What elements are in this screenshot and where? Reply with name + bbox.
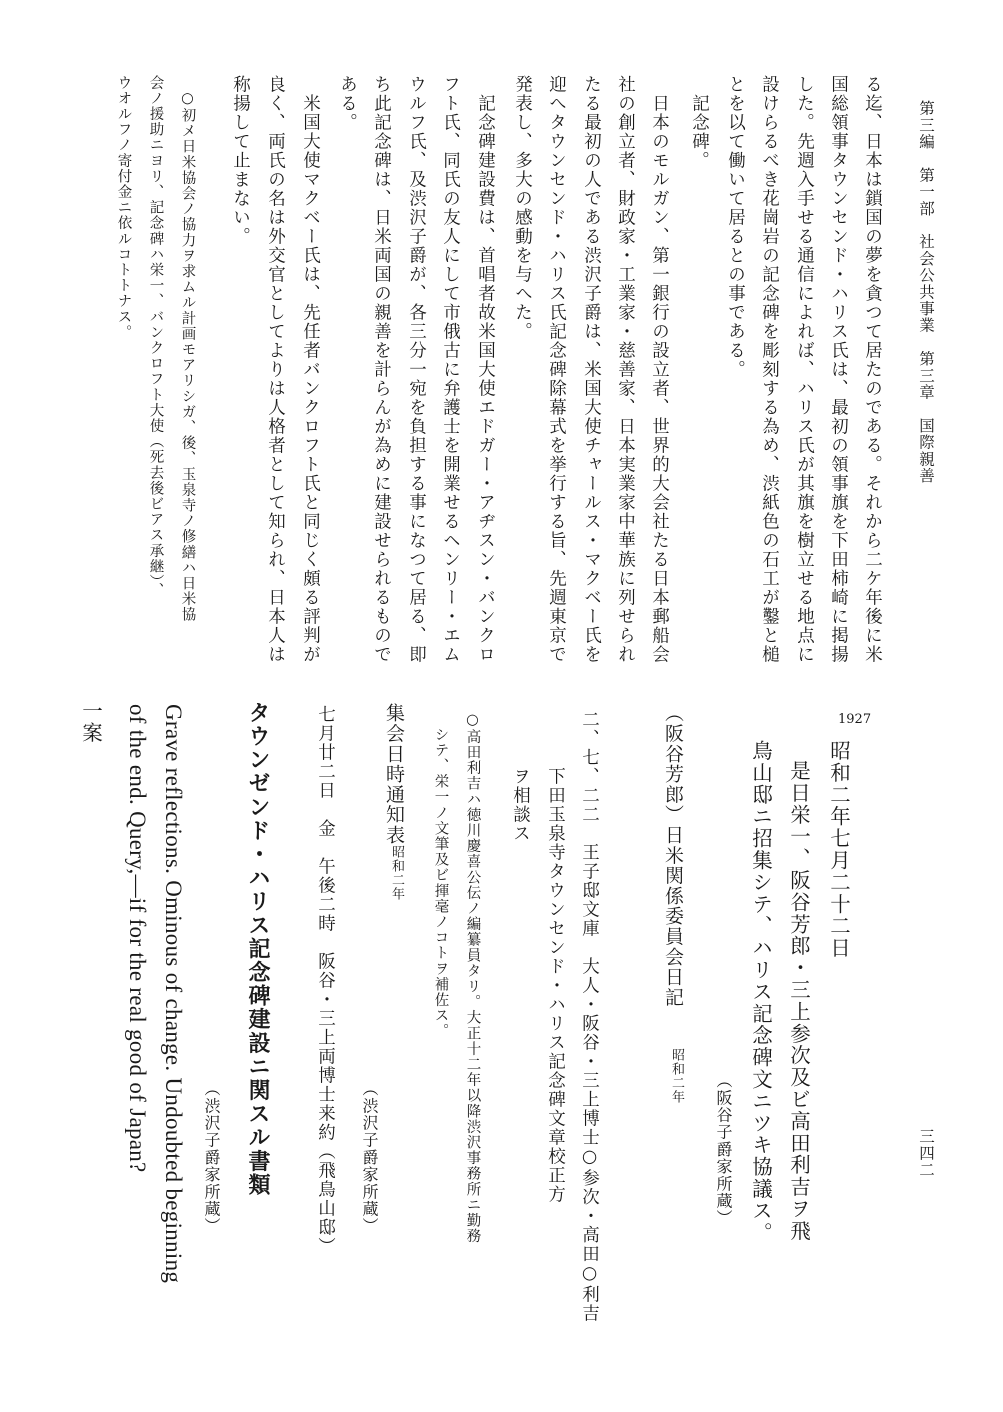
source-attribution: （阪谷子爵家所蔵） [714,1072,733,1227]
editor-note-line: ○初メ日米協会ノ協力ヲ求ムル計画モアリシガ、後、玉泉寺ノ修繕ハ日米協 [179,75,196,623]
editor-note-line: シテ、栄一ノ文筆及ビ揮毫ノコトヲ補佐ス。 [432,727,449,1039]
chapter-header: 第三編 第一部 社会公共事業 第三章 国際親善 [917,100,935,485]
editor-note-line: 会ノ援助ニヨリ、記念碑ハ栄一、バンクロフト大使（死去後ビアス承継）、 [147,75,164,599]
entry-text-line: 鳥山邸ニ招集シテ、ハリス記念碑文ニツキ協議ス。 [748,740,773,1244]
text-line: 記念碑。 [689,75,710,170]
text-line: 国総領事タウンセンド・ハリス氏は、最初の領事旗を下田柿崎に掲揚 [828,75,849,664]
diary-entry-line: ヲ相談ス [510,710,531,843]
text-line: ウルフ氏、及渋沢子爵が、各三分一宛を負担する事になつて居る、即 [406,75,427,664]
editor-note-line: ○高田利吉ハ徳川慶喜公伝ノ編纂員タリ。大正十二年以降渋沢事務所ニ勤務 [464,712,481,1244]
text-line: 日本のモルガン、第一銀行の設立者、世界的大会社たる日本郵船会 [649,75,670,664]
text-line: 発表し、多大の感動を与へた。 [512,75,533,341]
text-line: 称揚して止まない。 [230,75,251,246]
text-line: ち此記念碑は、日米両国の親善を計らんが為めに建設せられるもので [371,75,392,664]
page-number: 三四二 [917,1128,935,1179]
english-line: Grave reflections. Ominous of change. Undoubted beginning [161,704,186,1284]
text-line: とを以て働いて居るとの事である。 [725,75,746,379]
entry-date: 昭和二年七月二十二日 [826,740,851,959]
text-line: フト氏、同氏の友人にして市俄古に弁護士を開業せるヘンリー・エム [440,75,461,664]
source-attribution: （渋沢子爵家所蔵） [202,1080,221,1235]
text-line: 設けらるべき花崗岩の記念碑を彫刻する為め、渋紙色の石工が鑿と槌 [759,75,780,664]
western-year: 1927 [838,712,872,727]
entry-text-line: 是日栄一、阪谷芳郎・三上参次及ビ高田利吉ヲ飛 [786,760,811,1242]
notice-year: 昭和二年 [389,845,404,901]
text-line: ある。 [337,75,358,132]
notice-entry: 七月廿二日 金 午後二時 阪谷・三上両博士来約（飛鳥山邸） [315,705,336,1256]
diary-title: （阪谷芳郎）日米関係委員会日記 [662,703,684,1008]
text-line: 記念碑建設費は、首唱者故米国大使エドガー・アヂスン・バンクロ [475,75,496,664]
text-line: 良く、両氏の名は外交官としてよりは人格者として知られ、日本人は [265,75,286,664]
text-line: る迄、日本は鎖国の夢を貪つて居たのである。それから二ケ年後に米 [862,75,883,664]
draft-label: 一案 [78,700,103,744]
diary-entry-line: 下田玉泉寺タウンセンド・ハリス記念碑文章校正方 [545,710,566,1204]
notice-title: 集会日時通知表 [383,703,405,846]
text-line: 社の創立者、財政家・工業家・慈善家、日本実業家中華族に列せられ [615,75,636,664]
text-line: 迎へタウンセンド・ハリス氏記念碑除幕式を挙行する旨、先週東京で [546,75,567,664]
text-line: たる最初の人である渋沢子爵は、米国大使チャールス・マクベー氏を [581,75,602,664]
editor-note-line: ウオルフノ寄付金ニ依ルコトトナス。 [115,75,132,341]
source-attribution: （渋沢子爵家所蔵） [360,1080,379,1235]
document-title: タウンゼンド・ハリス記念碑建設ニ関スル書類 [245,701,271,1197]
text-line: 米国大使マクベー氏は、先任者バンクロフト氏と同じく頗る評判が [300,75,321,664]
diary-year: 昭和二年 [669,1048,684,1104]
english-line: of the end. Query,—if for the real good of Japan? [125,704,150,1173]
diary-entry-line: 二、七、二二 王子邸文庫 大人・阪谷・三上博士○参次・高田○利吉 [579,710,600,1323]
text-line: した。先週入手せる通信によれば、ハリス氏が其旗を樹立せる地点に [794,75,815,664]
